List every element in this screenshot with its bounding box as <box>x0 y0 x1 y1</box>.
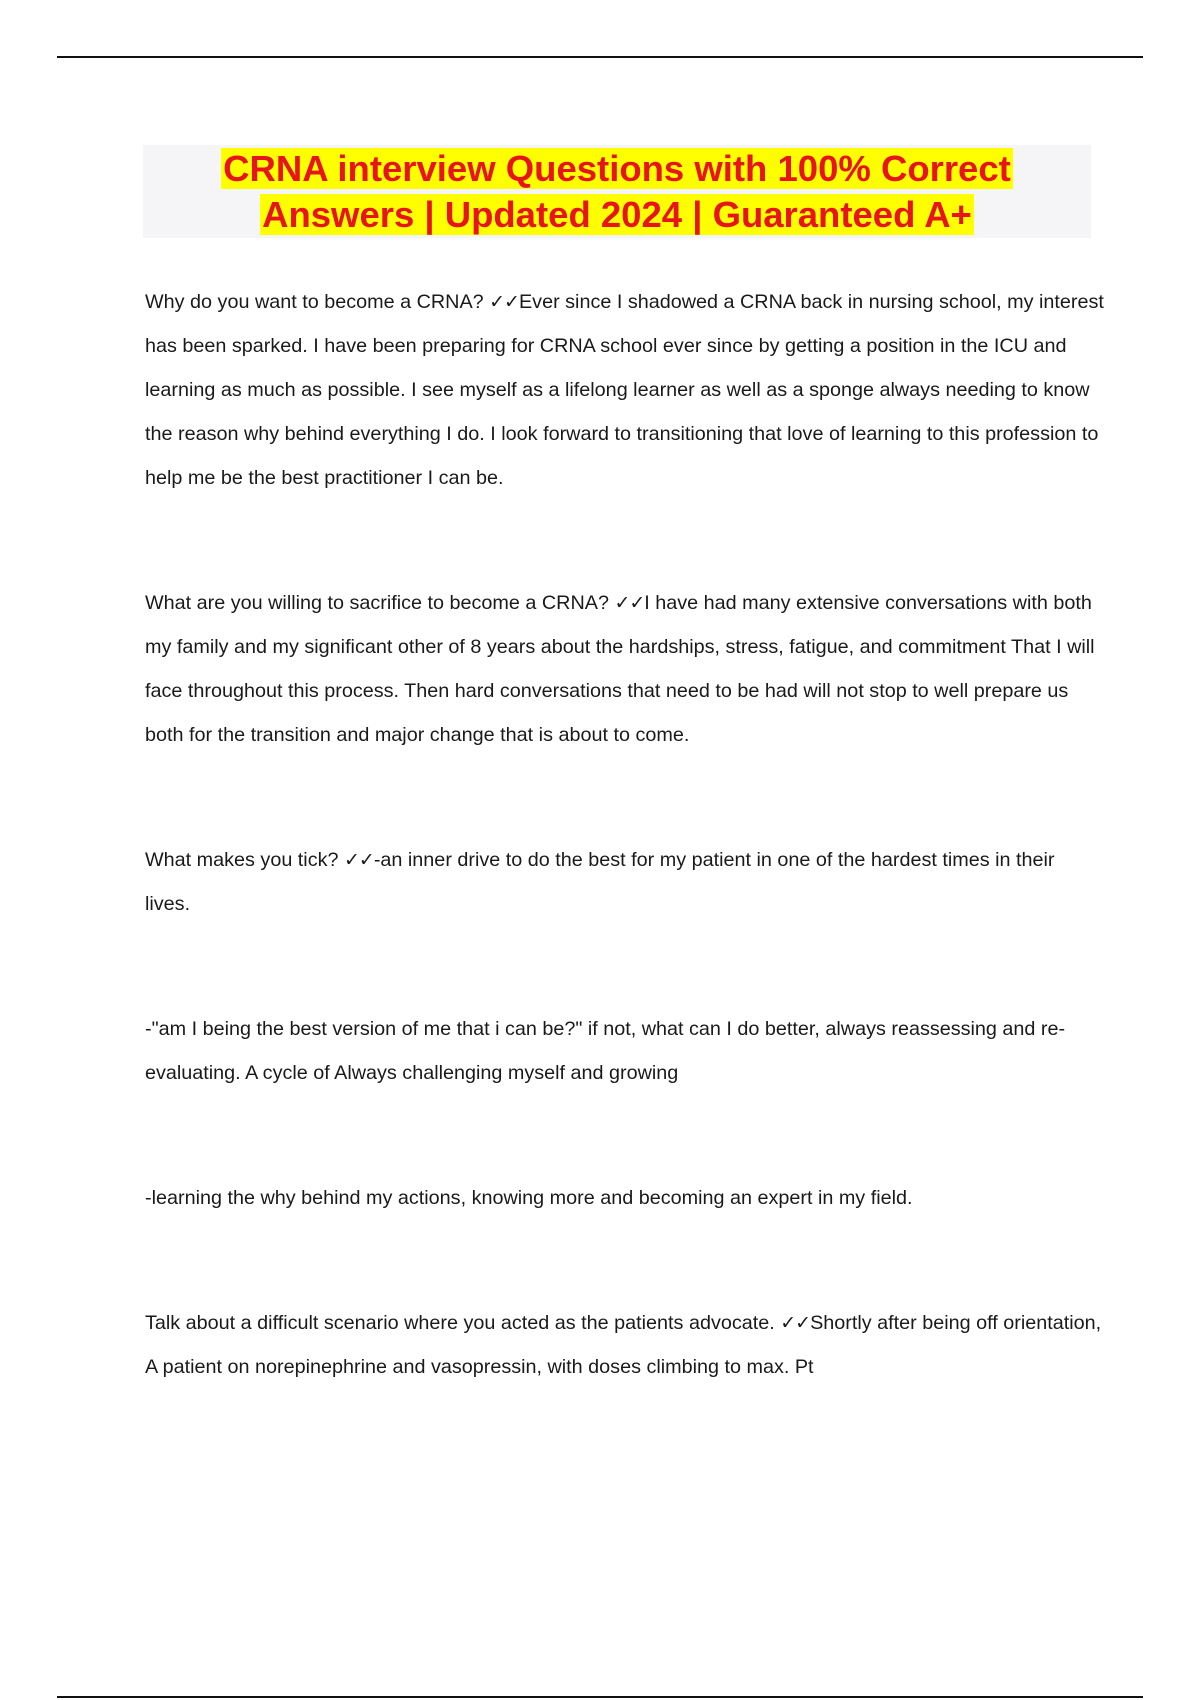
answer-continuation <box>145 1176 1105 1220</box>
document-body <box>145 280 1105 1389</box>
document-title <box>221 146 1013 238</box>
answer-text: I have had many extensive conversations with both my family and my significant other of 8 years about the hardships, stress, fatigue, and commitment That I will face throughout this process. Then hard conversations that need to be had will not stop to well prepare us both for the transition and major change that is about to come. <box>145 592 1095 746</box>
answer-text: -an inner drive to do the best for my patient in one of the hardest times in their lives. <box>145 849 1055 915</box>
qa-entry <box>145 280 1105 500</box>
answer-text: -"am I being the best version of me that i can be?" if not, what can I do better, always reassessing and re-evaluating. A cycle of Always challenging myself and growing <box>145 1018 1066 1084</box>
answer-text: Ever since I shadowed a CRNA back in nursing school, my interest has been sparked. I have been preparing for CRNA school ever since by getting a position in the ICU and learning as much as possible. I see myself as a lifelong learner as well as a sponge always needing to know the reason why behind everything I do. I look forward to transitioning that love of learning to this profession to help me be the best practitioner I can be. <box>145 291 1104 489</box>
question-text: Talk about a difficult scenario where you acted as the patients advocate. <box>145 1312 781 1334</box>
question-text: What are you willing to sacrifice to become a CRNA? <box>145 592 615 614</box>
answer-text: -learning the why behind my actions, knowing more and becoming an expert in my field. <box>145 1187 913 1209</box>
check-icon: ✓✓ <box>343 849 374 871</box>
check-icon: ✓✓ <box>489 291 519 313</box>
title-line-2: Answers | Updated 2024 | Guaranteed A+ <box>262 193 972 235</box>
title-block <box>143 145 1091 238</box>
answer-continuation <box>145 1007 1105 1095</box>
qa-entry <box>145 1301 1105 1389</box>
question-text: Why do you want to become a CRNA? <box>145 291 490 313</box>
qa-entry <box>145 581 1105 757</box>
bottom-rule <box>57 1696 1143 1698</box>
answer-text: Shortly after being off orientation, A patient on norepinephrine and vasopressin, with doses climbing to max. Pt <box>145 1312 1102 1378</box>
title-line-1: CRNA interview Questions with 100% Correct <box>223 147 1011 189</box>
check-icon: ✓✓ <box>780 1312 811 1334</box>
check-icon: ✓✓ <box>614 592 645 614</box>
qa-entry <box>145 838 1105 926</box>
question-text: What makes you tick? <box>145 849 344 871</box>
top-rule <box>57 56 1143 58</box>
